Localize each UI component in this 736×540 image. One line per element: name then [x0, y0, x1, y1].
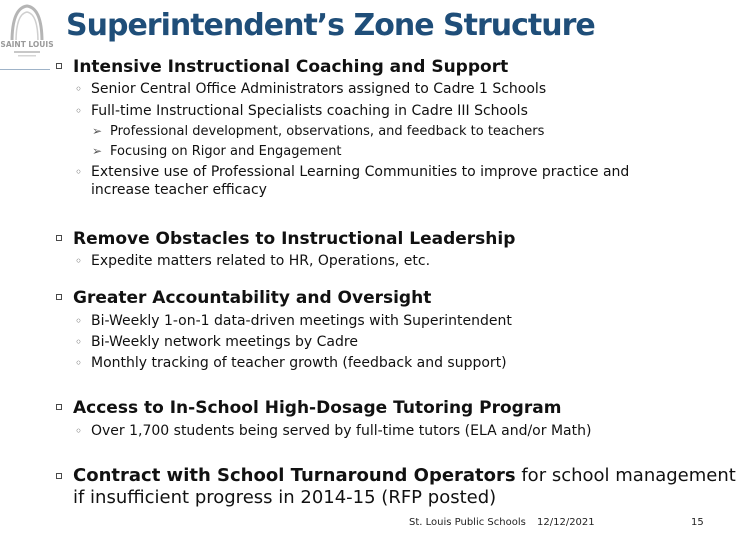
circle-bullet-icon: ◦ — [75, 104, 83, 118]
circle-bullet-icon: ◦ — [75, 82, 83, 96]
list-item: ◦ Bi-Weekly 1-on-1 data-driven meetings with Superintendent — [75, 313, 512, 329]
circle-bullet-icon: ◦ — [75, 424, 83, 438]
section-heading: Intensive Instructional Coaching and Support — [73, 57, 509, 77]
square-bullet-icon — [56, 63, 62, 69]
square-bullet-icon — [56, 404, 62, 410]
list-item: ◦ Senior Central Office Administrators assigned to Cadre 1 Schools — [75, 81, 547, 97]
logo-text: SAINT LOUIS — [0, 40, 54, 49]
square-bullet-icon — [56, 294, 62, 300]
list-item: ◦ Monthly tracking of teacher growth (feedback and support) — [75, 355, 507, 371]
circle-bullet-icon: ◦ — [75, 165, 83, 179]
list-item: ◦ Extensive use of Professional Learning Communities to improve practice and — [75, 164, 630, 180]
section-paragraph-continuation: if insufficient progress in 2014-15 (RFP posted) — [73, 487, 497, 508]
circle-bullet-icon: ◦ — [75, 314, 83, 328]
sub-list-item: ➢ Focusing on Rigor and Engagement — [92, 144, 342, 159]
list-item: ◦ Full-time Instructional Specialists coaching in Cadre III Schools — [75, 103, 528, 119]
section-heading: Access to In-School High-Dosage Tutoring Program — [73, 398, 562, 418]
section-heading: Greater Accountability and Oversight — [73, 288, 432, 308]
circle-bullet-icon: ◦ — [75, 335, 83, 349]
square-bullet-icon — [56, 235, 62, 241]
section-heading-bold: Contract with School Turnaround Operators — [73, 465, 516, 486]
square-bullet-icon — [56, 473, 62, 479]
list-item-continuation: increase teacher efficacy — [91, 182, 267, 198]
footer-date: 12/12/2021 — [537, 517, 595, 528]
circle-bullet-icon: ◦ — [75, 254, 83, 268]
section-paragraph — [73, 465, 736, 487]
slide-title: Superintendent’s Zone Structure — [66, 8, 595, 43]
sub-list-item: ➢ Professional development, observations, and feedback to teachers — [92, 124, 545, 139]
arrow-bullet-icon: ➢ — [92, 144, 103, 158]
list-item: ◦ Over 1,700 students being served by full-time tutors (ELA and/or Math) — [75, 423, 592, 439]
slide-number: 15 — [691, 517, 704, 528]
list-item: ◦ Bi-Weekly network meetings by Cadre — [75, 334, 358, 350]
circle-bullet-icon: ◦ — [75, 356, 83, 370]
section-heading: Remove Obstacles to Instructional Leadership — [73, 229, 516, 249]
footer-org: St. Louis Public Schools — [409, 517, 526, 528]
section-heading-rest: for school management — [515, 465, 736, 486]
arrow-bullet-icon: ➢ — [92, 124, 103, 138]
list-item: ◦ Expedite matters related to HR, Operations, etc. — [75, 253, 431, 269]
